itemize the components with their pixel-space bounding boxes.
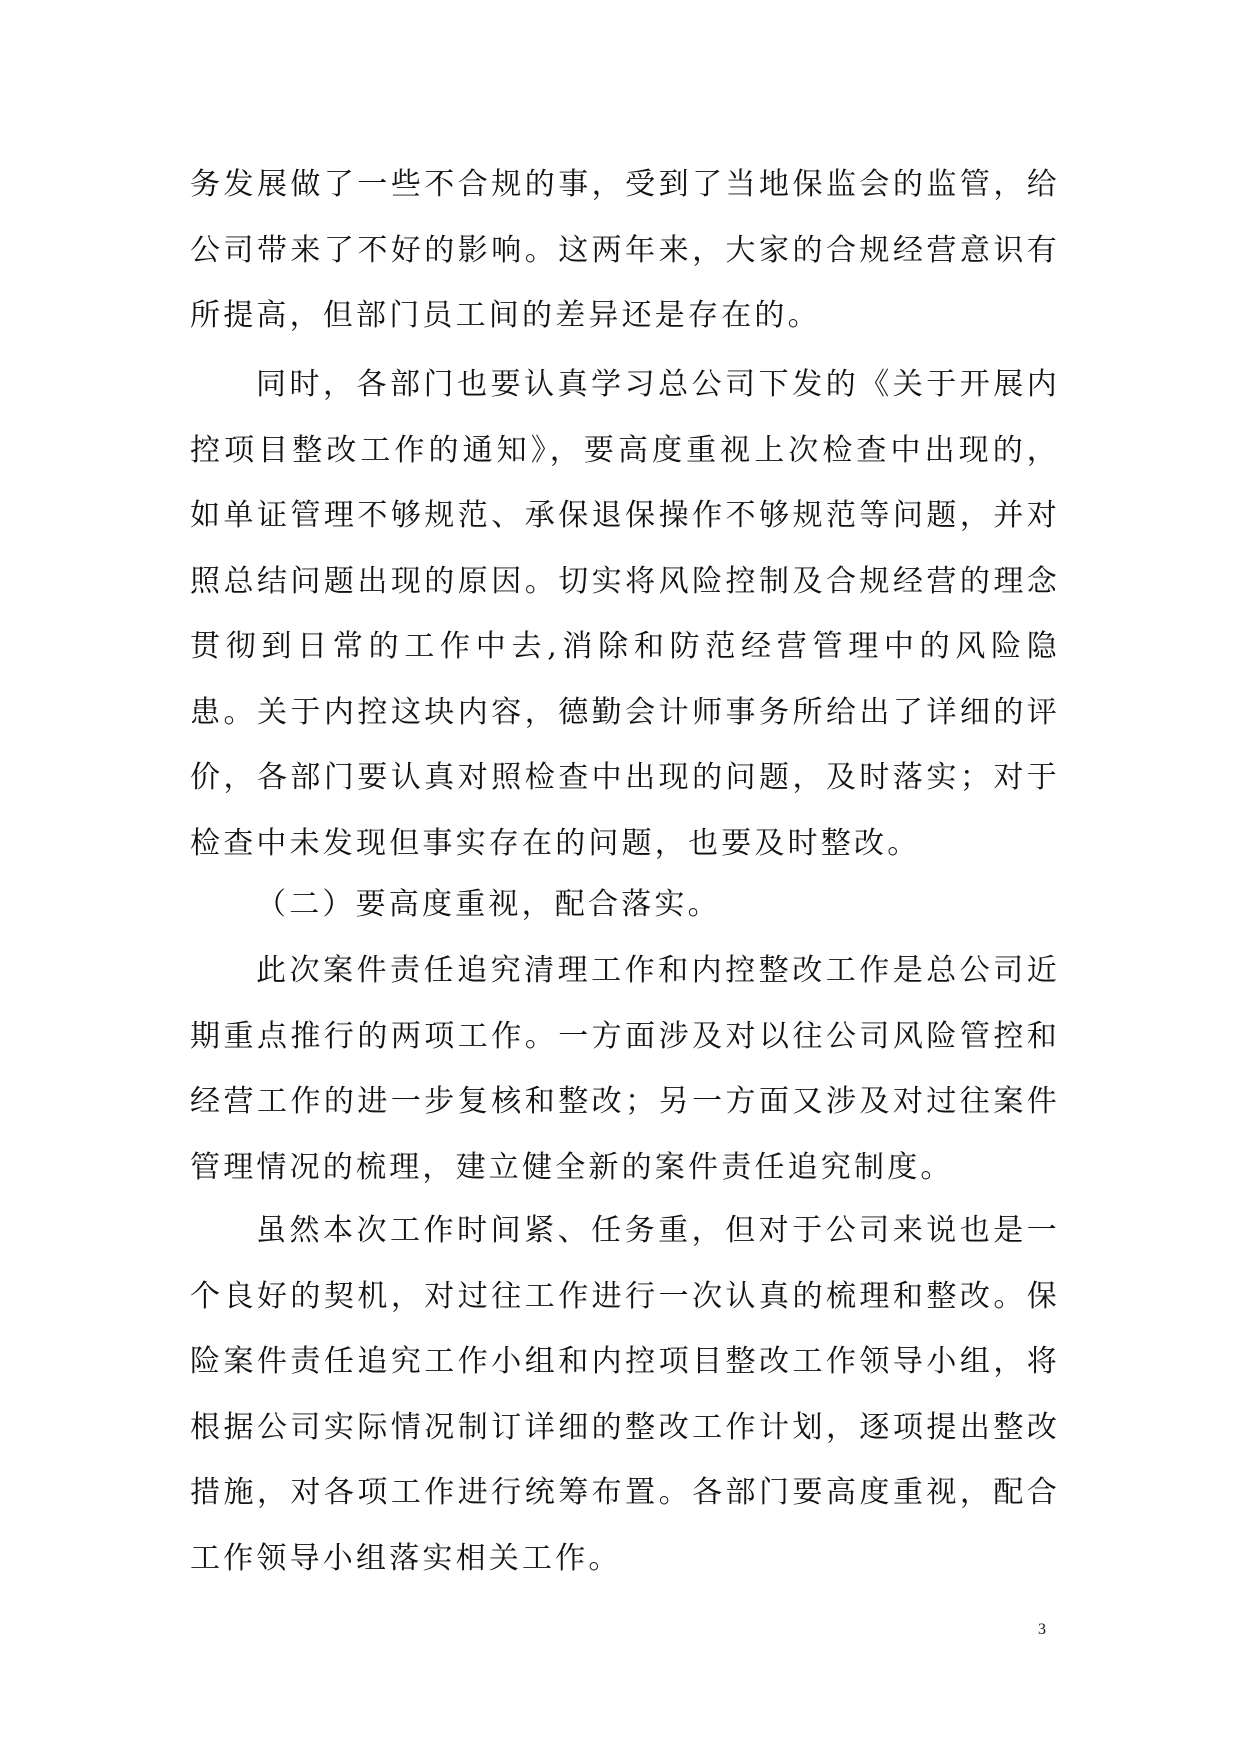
body-paragraph-internal-control: 同时，各部门也要认真学习总公司下发的《关于开展内控项目整改工作的通知》，要高度重视上次检查中出现的，如单证管理不够规范、承保退保操作不够规范等问题，并对照总结问题出现的原因。切实将风险控制及合规经营的理念贯彻到日常的工作中去,消除和防范经营管理中的风险隐患。关于内控这块内容，德勤会计师事务所给出了详细的评价，各部门要认真对照检查中出现的问题，及时落实；对于检查中未发现但事实存在的问题，也要及时整改。 — [190, 367, 1060, 861]
section-heading-2: （二）要高度重视，配合落实。 — [256, 887, 721, 922]
page-number: 3 — [1038, 1621, 1046, 1638]
body-paragraph-continuation: 务发展做了一些不合规的事，受到了当地保监会的监管，给公司带来了不好的影响。这两年来，大家的合规经营意识有所提高，但部门员工间的差异还是存在的。 — [190, 167, 1060, 333]
body-paragraph-opportunity: 虽然本次工作时间紧、任务重，但对于公司来说也是一个良好的契机，对过往工作进行一次认真的梳理和整改。保险案件责任追究工作小组和内控项目整改工作领导小组，将根据公司实际情况制订详细的整改工作计划，逐项提出整改措施，对各项工作进行统筹布置。各部门要高度重视，配合工作领导小组落实相关工作。 — [190, 1213, 1060, 1576]
body-paragraph-key-work: 此次案件责任追究清理工作和内控整改工作是总公司近期重点推行的两项工作。一方面涉及对以往公司风险管控和经营工作的进一步复核和整改；另一方面又涉及对过往案件管理情况的梳理，建立健全新的案件责任追究制度。 — [190, 953, 1060, 1185]
